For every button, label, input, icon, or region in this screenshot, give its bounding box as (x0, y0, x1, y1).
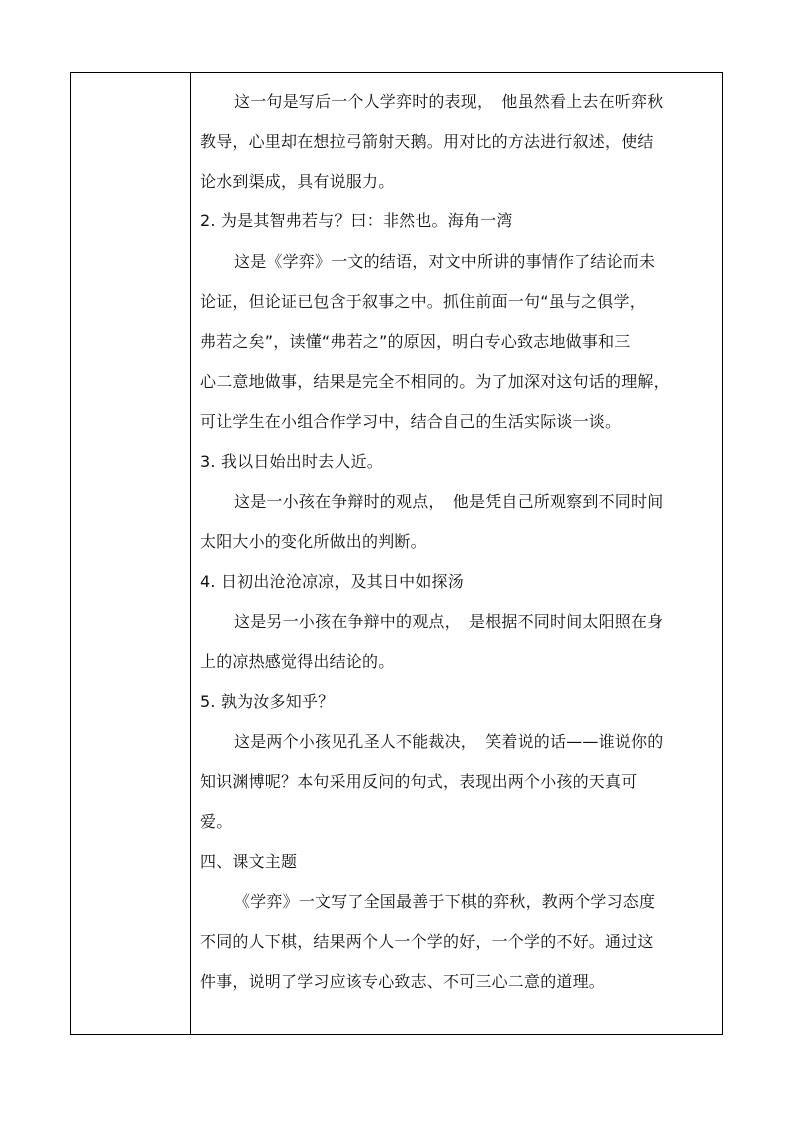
item-heading: 4. 日初出沧沧凉凉，及其日中如探汤 (200, 572, 464, 591)
content-table (70, 72, 723, 1035)
text-line: 教导，心里却在想拉弓箭射天鹅。用对比的方法进行叙述，使结 (200, 132, 654, 151)
table-right-column (191, 73, 722, 1034)
text-line: 弗若之矣”，读懂“弗若之”的原因，明白专心致志地做事和三 (200, 332, 631, 351)
text-line: 这是两个小孩见孔圣人不能裁决， 笑着说的话——谁说你的 (234, 732, 664, 751)
text-line: 心二意地做事，结果是完全不相同的。为了加深对这句话的理解， (200, 372, 670, 391)
text-line: 件事，说明了学习应该专心致志、不可三心二意的道理。 (200, 972, 606, 991)
text-line: 太阳大小的变化所做出的判断。 (200, 532, 427, 551)
text-line: 爱。 (200, 812, 233, 831)
section-heading: 四、课文主题 (200, 852, 298, 871)
text-line: 这是《学弈》一文的结语，对文中所讲的事情作了结论而未 (234, 252, 656, 271)
text-line: 论证，但论证已包含于叙事之中。抓住前面一句“虽与之俱学， (200, 292, 646, 311)
item-heading: 2. 为是其智弗若与？曰：非然也。海角一湾 (200, 211, 513, 230)
text-line: 上的凉热感觉得出结论的。 (200, 652, 395, 671)
item-heading: 3. 我以日始出时去人近。 (200, 452, 383, 471)
text-line: 这一句是写后一个人学弈时的表现， 他虽然看上去在听弈秋 (234, 92, 664, 111)
text-line: 这是另一小孩在争辩中的观点， 是根据不同时间太阳照在身 (234, 612, 664, 631)
item-heading: 5. 孰为汝多知乎？ (200, 692, 335, 711)
text-line: 知识渊博呢？本句采用反问的句式，表现出两个小孩的天真可 (200, 772, 638, 791)
text-line: 这是一小孩在争辩时的观点， 他是凭自己所观察到不同时间 (234, 492, 664, 511)
table-left-column (71, 73, 191, 1034)
text-line: 不同的人下棋，结果两个人一个学的好，一个学的不好。通过这 (200, 932, 654, 951)
text-line: 《学弈》一文写了全国最善于下棋的弈秋，教两个学习态度 (234, 892, 656, 911)
text-line: 论水到渠成，具有说服力。 (200, 172, 395, 191)
text-line: 可让学生在小组合作学习中，结合自己的生活实际谈一谈。 (200, 412, 622, 431)
